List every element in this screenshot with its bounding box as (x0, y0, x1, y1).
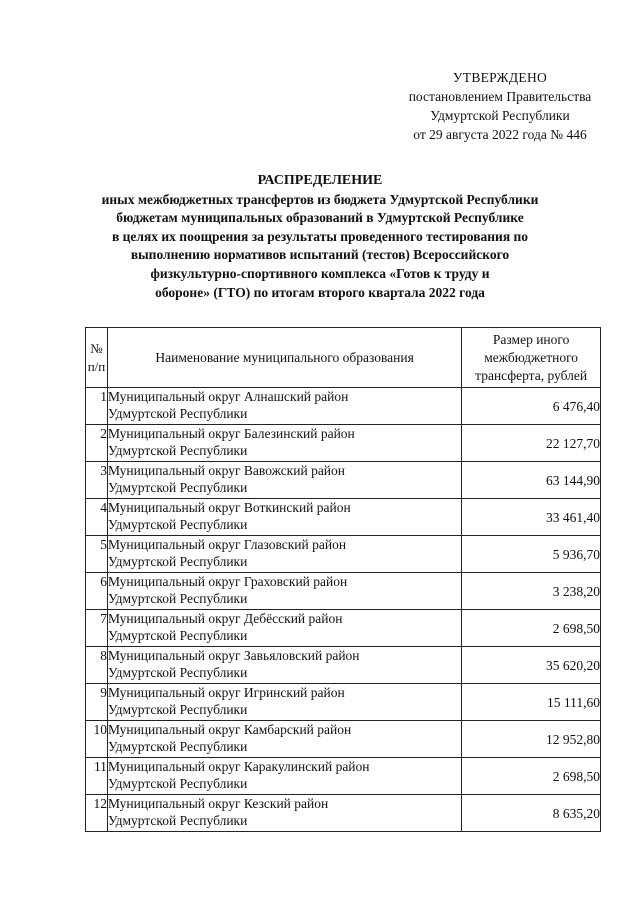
municipality-name: Муниципальный округ Кезский район (107, 796, 329, 811)
approval-stamp (385, 68, 615, 144)
row-number: 2 (86, 425, 108, 462)
municipality-region: Удмуртской Республики (107, 443, 248, 458)
municipality-region: Удмуртской Республики (107, 628, 248, 643)
table-row (86, 647, 601, 684)
table-row (86, 499, 601, 536)
table-row (86, 573, 601, 610)
municipality-name: Муниципальный округ Балезинский район (107, 426, 355, 441)
municipality-name: Муниципальный округ Завьяловский район (107, 648, 360, 663)
municipality-name: Муниципальный округ Граховский район (107, 574, 348, 589)
municipality-region: Удмуртской Республики (107, 739, 248, 754)
municipality-name: Муниципальный округ Камбарский район (107, 722, 352, 737)
municipality-region: Удмуртской Республики (107, 591, 248, 606)
municipality-name: Муниципальный округ Вавожский район (107, 463, 346, 478)
approval-date: от 29 августа 2022 года № 446 (413, 127, 587, 142)
header-number (86, 328, 108, 388)
row-number: 9 (86, 684, 108, 721)
row-number: 6 (86, 573, 108, 610)
table-row (86, 758, 601, 795)
row-amount: 35 620,20 (462, 647, 601, 684)
row-municipality (107, 610, 461, 647)
municipality-region: Удмуртской Республики (107, 702, 248, 717)
approval-authority: Удмуртской Республики (430, 108, 570, 123)
row-amount: 63 144,90 (462, 462, 601, 499)
row-number: 3 (86, 462, 108, 499)
row-municipality (107, 425, 461, 462)
row-municipality (107, 721, 461, 758)
municipality-name: Муниципальный округ Дебёсский район (107, 611, 343, 626)
approval-decree: постановлением Правительства (408, 89, 592, 104)
row-amount: 3 238,20 (462, 573, 601, 610)
municipality-region: Удмуртской Республики (107, 517, 248, 532)
document-heading: РАСПРЕДЕЛЕНИЕ (257, 173, 383, 188)
row-number: 11 (86, 758, 108, 795)
table-row (86, 388, 601, 425)
row-municipality (107, 462, 461, 499)
row-amount: 5 936,70 (462, 536, 601, 573)
row-number: 8 (86, 647, 108, 684)
header-number-abbr: п/п (87, 358, 106, 374)
distribution-table (85, 327, 601, 832)
table-row (86, 425, 601, 462)
row-municipality (107, 795, 461, 832)
row-number: 5 (86, 536, 108, 573)
row-amount: 12 952,80 (462, 721, 601, 758)
municipality-region: Удмуртской Республики (107, 406, 248, 421)
row-municipality (107, 388, 461, 425)
title-line: обороне» (ГТО) по итогам второго квартала 2022 года (155, 284, 485, 300)
title-line: в целях их поощрения за результаты проведенного тестирования по (111, 228, 529, 244)
row-municipality (107, 684, 461, 721)
table-header-row (86, 328, 601, 388)
municipality-name: Муниципальный округ Алнашский район (107, 389, 349, 404)
row-municipality (107, 536, 461, 573)
row-amount: 22 127,70 (462, 425, 601, 462)
row-amount: 2 698,50 (462, 610, 601, 647)
municipality-name: Муниципальный округ Воткинский район (107, 500, 351, 515)
municipality-region: Удмуртской Республики (107, 665, 248, 680)
municipality-region: Удмуртской Республики (107, 813, 248, 828)
table-row (86, 795, 601, 832)
title-line: выполнению нормативов испытаний (тестов) Всероссийского (130, 247, 510, 263)
title-line: физкультурно-спортивного комплекса «Готов к труду и (150, 265, 490, 281)
municipality-region: Удмуртской Республики (107, 480, 248, 495)
row-number: 12 (86, 795, 108, 832)
municipality-name: Муниципальный округ Игринский район (107, 685, 345, 700)
row-municipality (107, 647, 461, 684)
row-amount: 15 111,60 (462, 684, 601, 721)
header-amount (462, 328, 601, 388)
table-row (86, 684, 601, 721)
header-amount-line: межбюджетного (484, 349, 579, 365)
row-municipality (107, 573, 461, 610)
title-line: бюджетам муниципальных образований в Удмуртской Республике (116, 210, 524, 226)
row-amount: 33 461,40 (462, 499, 601, 536)
row-number: 7 (86, 610, 108, 647)
header-amount-line: трансферта, рублей (475, 367, 588, 383)
row-number: 1 (86, 388, 108, 425)
row-municipality (107, 758, 461, 795)
row-number: 10 (86, 721, 108, 758)
municipality-region: Удмуртской Республики (107, 554, 248, 569)
table-row (86, 536, 601, 573)
row-number: 4 (86, 499, 108, 536)
table-row (86, 721, 601, 758)
row-amount: 2 698,50 (462, 758, 601, 795)
header-municipality: Наименование муниципального образования (107, 328, 461, 388)
table-row (86, 462, 601, 499)
table-row (86, 610, 601, 647)
title-line: иных межбюджетных трансфертов из бюджета Удмуртской Республики (101, 191, 539, 207)
row-municipality (107, 499, 461, 536)
municipality-name: Муниципальный округ Каракулинский район (107, 759, 370, 774)
document-title (60, 172, 580, 302)
municipality-region: Удмуртской Республики (107, 776, 248, 791)
row-amount: 6 476,40 (462, 388, 601, 425)
approval-label: УТВЕРЖДЕНО (452, 70, 548, 85)
header-number-symbol: № (90, 340, 103, 356)
header-amount-line: Размер иного (492, 331, 570, 347)
municipality-name: Муниципальный округ Глазовский район (107, 537, 347, 552)
row-amount: 8 635,20 (462, 795, 601, 832)
